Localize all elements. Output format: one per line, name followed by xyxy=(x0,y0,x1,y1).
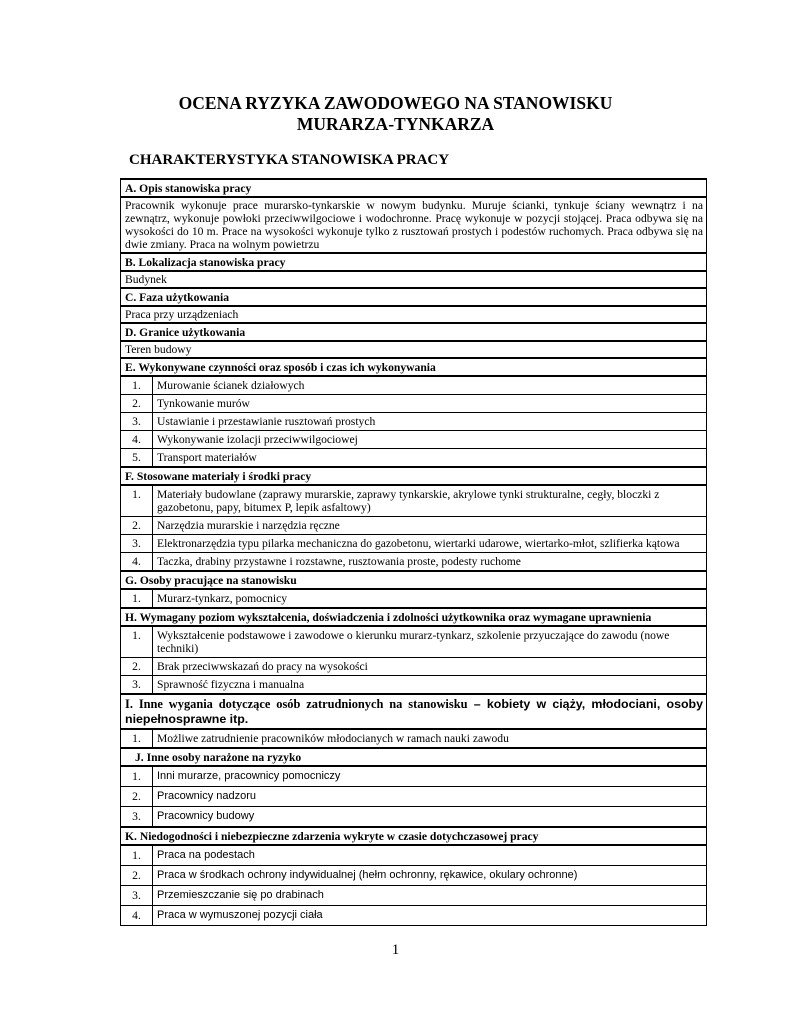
item-number: 3. xyxy=(121,535,153,553)
item-text: Ustawianie i przestawianie rusztowań prostych xyxy=(153,413,707,431)
document-title-line-2: MURARZA-TYNKARZA xyxy=(296,114,495,134)
section-f-header-row xyxy=(121,467,707,485)
item-text: Murowanie ścianek działowych xyxy=(153,376,707,395)
table-row xyxy=(121,589,707,608)
table-row xyxy=(121,395,707,413)
item-number: 1. xyxy=(121,485,153,517)
item-text: Murarz-tynkarz, pomocnicy xyxy=(153,589,707,608)
table-row xyxy=(121,413,707,431)
item-text: Brak przeciwwskazań do pracy na wysokości xyxy=(153,658,707,676)
section-d-header: D. Granice użytkowania xyxy=(121,323,707,341)
section-c-text: Praca przy urządzeniach xyxy=(121,306,707,323)
table-row xyxy=(121,787,707,807)
item-number: 2. xyxy=(121,866,153,886)
section-c-header-row xyxy=(121,288,707,306)
section-e-header: E. Wykonywane czynności oraz sposób i czas ich wykonywania xyxy=(121,358,707,376)
section-h-header-cell xyxy=(121,608,707,626)
section-b-header: B. Lokalizacja stanowiska pracy xyxy=(121,253,707,271)
item-text: Wykonywanie izolacji przeciwwilgociowej xyxy=(153,431,707,449)
section-a-header-row xyxy=(121,179,707,197)
item-number: 2. xyxy=(121,517,153,535)
item-text: Praca w wymuszonej pozycji ciała xyxy=(153,906,707,926)
document-title-line-1: OCENA RYZYKA ZAWODOWEGO NA STANOWISKU xyxy=(178,93,613,113)
table-row xyxy=(121,807,707,828)
table-row xyxy=(121,845,707,866)
table-row xyxy=(121,658,707,676)
section-j-header-row xyxy=(121,748,707,766)
item-number: 1. xyxy=(121,845,153,866)
section-d-text: Teren budowy xyxy=(121,341,707,358)
section-b-header-row xyxy=(121,253,707,271)
item-text: Sprawność fizyczna i manualna xyxy=(153,676,707,695)
item-text: Praca na podestach xyxy=(153,845,707,866)
section-d-header-row xyxy=(121,323,707,341)
item-text: Pracownicy nadzoru xyxy=(153,787,707,807)
section-b-text-row xyxy=(121,271,707,288)
item-number: 2. xyxy=(121,787,153,807)
item-text: Tynkowanie murów xyxy=(153,395,707,413)
section-h-header: H. Wymagany poziom wykształcenia, doświadczenia i zdolności użytkownika oraz wymagane uprawnienia xyxy=(125,611,652,624)
section-i-header-row xyxy=(121,694,707,729)
section-c-header: C. Faza użytkowania xyxy=(121,288,707,306)
section-c-text-row xyxy=(121,306,707,323)
section-i-header-cell xyxy=(121,694,707,729)
section-f-header: F. Stosowane materiały i środki pracy xyxy=(121,467,707,485)
section-b-text: Budynek xyxy=(121,271,707,288)
item-text: Narzędzia murarskie i narzędzia ręczne xyxy=(153,517,707,535)
table-row xyxy=(121,449,707,468)
section-j-header: J. Inne osoby narażone na ryzyko xyxy=(121,748,707,766)
table-row xyxy=(121,766,707,787)
section-i-header: I. Inne wygania dotyczące osób zatrudnionych na stanowisku xyxy=(125,697,468,711)
item-number: 3. xyxy=(121,413,153,431)
item-number: 4. xyxy=(121,906,153,926)
table-row xyxy=(121,535,707,553)
section-subtitle: CHARAKTERYSTYKA STANOWISKA PRACY xyxy=(129,152,450,168)
table-row xyxy=(121,906,707,926)
table-row xyxy=(121,431,707,449)
table-row xyxy=(121,676,707,695)
item-number: 4. xyxy=(121,553,153,572)
workstation-characteristics-table xyxy=(120,178,707,926)
item-text: Taczka, drabiny przystawne i rozstawne, rusztowania proste, podesty ruchome xyxy=(153,553,707,572)
item-number: 1. xyxy=(121,729,153,748)
item-number: 3. xyxy=(121,676,153,695)
section-h-header-row xyxy=(121,608,707,626)
item-number: 2. xyxy=(121,658,153,676)
table-row xyxy=(121,553,707,572)
section-k-header: K. Niedogodności i niebezpieczne zdarzenia wykryte w czasie dotychczasowej pracy xyxy=(121,827,707,845)
document-title xyxy=(0,93,791,135)
section-k-header-row xyxy=(121,827,707,845)
table-row xyxy=(121,886,707,906)
item-number: 1. xyxy=(121,626,153,658)
item-number: 3. xyxy=(121,807,153,828)
page-number: 1 xyxy=(391,942,400,958)
section-a-text: Pracownik wykonuje prace murarsko-tynkarskie w nowym budynku. Muruje ścianki, tynkuje ściany wewnątrz i na zewnątrz, wykonuje powłoki przeciwwilgociowe i wodochronne. Pracę wykonuje w pozycji stojącej. Praca odbywa się na wysokości do 10 m. Prace na wysokości wykonuje tylko z rusztowań prostych i podestów ruchomych. Praca odbywa się na dwie zmiany. Praca na wolnym powietrzu xyxy=(121,197,707,253)
item-text: Wykształcenie podstawowe i zawodowe o kierunku murarz-tynkarz, szkolenie przyuczające do zawodu (nowe techniki) xyxy=(153,626,707,658)
section-d-text-row xyxy=(121,341,707,358)
table-row xyxy=(121,729,707,748)
item-text: Inni murarze, pracownicy pomocniczy xyxy=(153,766,707,787)
item-number: 3. xyxy=(121,886,153,906)
item-number: 2. xyxy=(121,395,153,413)
section-a-header: A. Opis stanowiska pracy xyxy=(121,179,707,197)
section-a-text-row xyxy=(121,197,707,253)
item-text: Elektronarzędzia typu pilarka mechaniczna do gazobetonu, wiertarki udarowe, wiertarko-młot, szlifierka kątowa xyxy=(153,535,707,553)
table-row xyxy=(121,626,707,658)
section-g-header: G. Osoby pracujące na stanowisku xyxy=(121,571,707,589)
item-number: 5. xyxy=(121,449,153,468)
table-row xyxy=(121,376,707,395)
table-row xyxy=(121,485,707,517)
section-i-header-tail: – kobiety w ciąży, młodociani, osoby niepełnosprawne itp. xyxy=(125,697,703,726)
table-body xyxy=(121,179,707,926)
item-text: Pracownicy budowy xyxy=(153,807,707,828)
item-number: 4. xyxy=(121,431,153,449)
table-row xyxy=(121,517,707,535)
item-text: Transport materiałów xyxy=(153,449,707,468)
item-text: Praca w środkach ochrony indywidualnej (hełm ochronny, rękawice, okulary ochronne) xyxy=(153,866,707,886)
section-e-header-row xyxy=(121,358,707,376)
item-text: Materiały budowlane (zaprawy murarskie, zaprawy tynkarskie, akrylowe tynki strukturalne, cegły, bloczki z gazobetonu, papy, bitumex P, lepik asfaltowy) xyxy=(153,485,707,517)
item-text: Przemieszczanie się po drabinach xyxy=(153,886,707,906)
section-g-header-row xyxy=(121,571,707,589)
item-text: Możliwe zatrudnienie pracowników młodocianych w ramach nauki zawodu xyxy=(153,729,707,748)
item-number: 1. xyxy=(121,589,153,608)
item-number: 1. xyxy=(121,766,153,787)
table-row xyxy=(121,866,707,886)
item-number: 1. xyxy=(121,376,153,395)
